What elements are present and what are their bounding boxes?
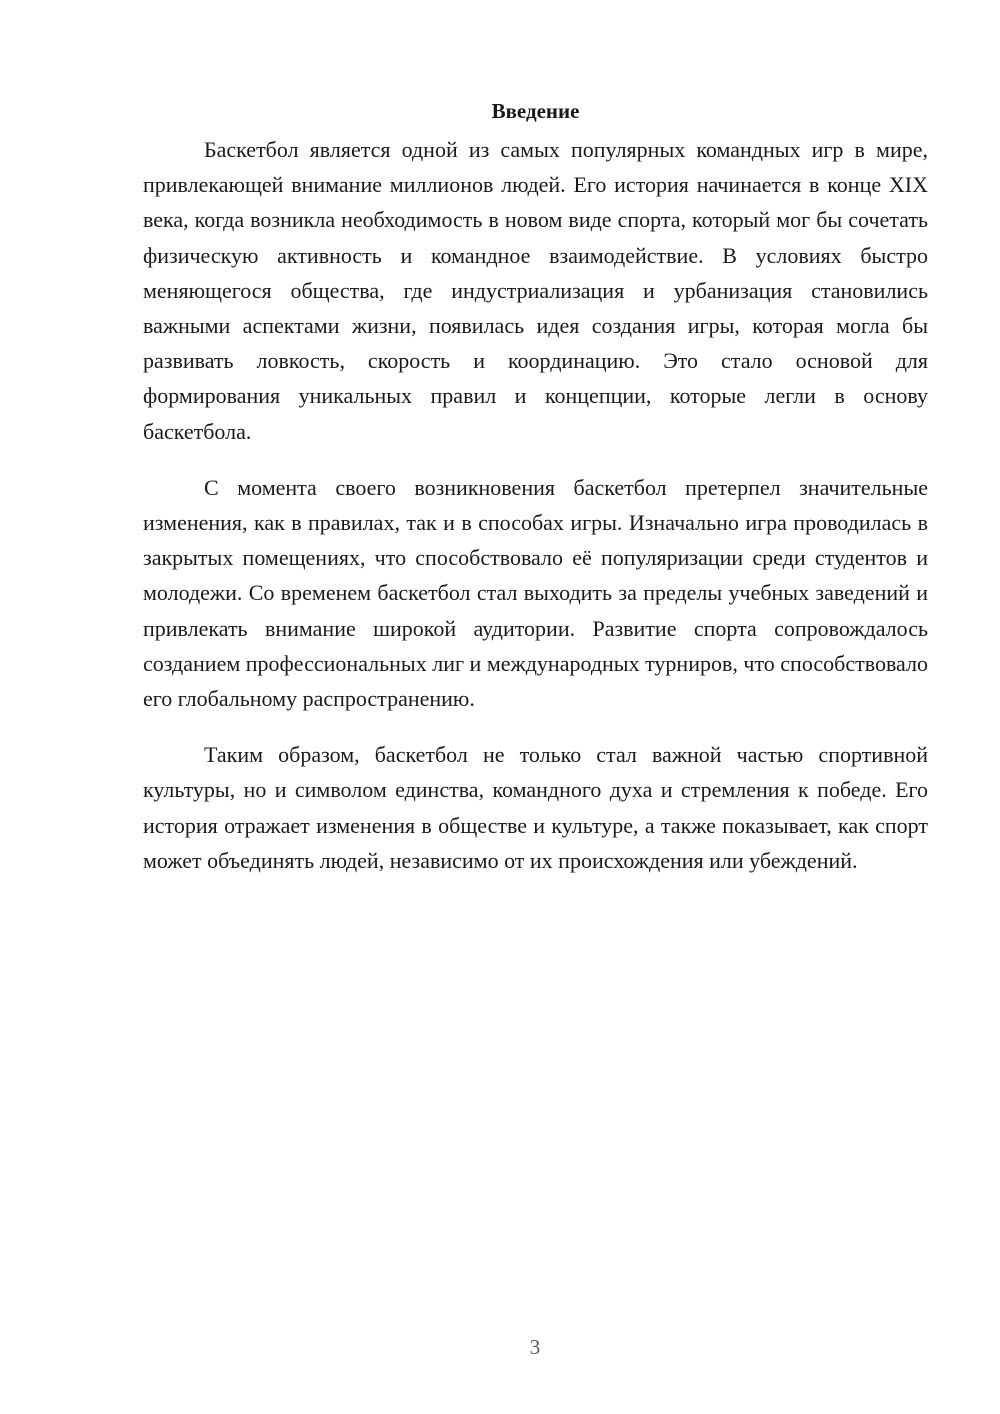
section-heading: Введение — [491, 99, 580, 123]
page-number: 3 — [529, 1335, 541, 1359]
paragraph-1: Баскетбол является одной из самых популярных командных игр в мире, привлекающей внимание миллионов людей. Его история начинается в конце XIX века, когда возникла необходимость в новом виде спорта, который мог бы сочетать физическую активность и командное взаимодействие. В условиях быстро меняющегося общества, где индустриализация и урбанизация становились важными аспектами жизни, появилась идея создания игры, которая могла бы развивать ловкость, скорость и координацию. Это стало основой для формирования уникальных правил и концепции, которые легли в основу баскетбола. — [143, 137, 928, 444]
paragraph-2: С момента своего возникновения баскетбол претерпел значительные изменения, как в правилах, так и в способах игры. Изначально игра проводилась в закрытых помещениях, что способствовало её популяризации среди студентов и молодежи. Со временем баскетбол стал выходить за пределы учебных заведений и привлекать внимание широкой аудитории. Развитие спорта сопровождалось созданием профессиональных лиг и международных турниров, что способствовало его глобальному распространению. — [143, 474, 928, 712]
paragraph-3: Таким образом, баскетбол не только стал важной частью спортивной культуры, но и символом единства, командного духа и стремления к победе. Его история отражает изменения в обществе и культуре, а также показывает, как спорт может объединять людей, независимо от их происхождения или убеждений. — [143, 742, 928, 873]
page-body — [143, 96, 928, 899]
